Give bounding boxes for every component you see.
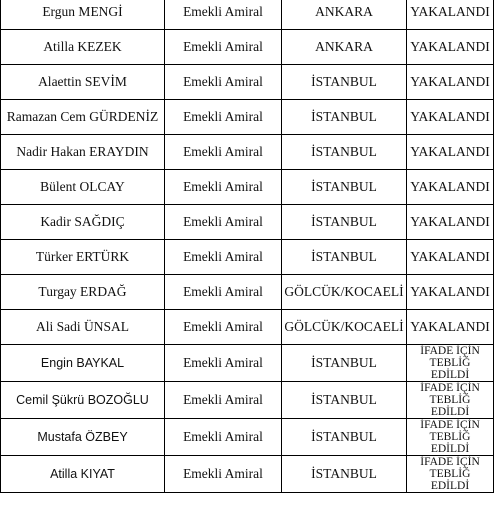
table-row [1,135,494,170]
status-cell: YAKALANDI [407,310,494,345]
city-cell: İSTANBUL [282,135,407,170]
name-cell: Kadir SAĞDIÇ [1,205,165,240]
table-row [1,310,494,345]
city-cell: ANKARA [282,30,407,65]
rank-cell: Emekli Amiral [165,275,282,310]
name-cell: Turgay ERDAĞ [1,275,165,310]
name-cell: Ali Sadi ÜNSAL [1,310,165,345]
status-cell: YAKALANDI [407,240,494,275]
table-row [1,100,494,135]
name-cell: Ergun MENGİ [1,0,165,30]
rank-cell: Emekli Amiral [165,30,282,65]
status-cell: YAKALANDI [407,65,494,100]
table-row [1,382,494,419]
status-cell: YAKALANDI [407,135,494,170]
table-row [1,419,494,456]
rank-cell: Emekli Amiral [165,310,282,345]
name-cell: Atilla KEZEK [1,30,165,65]
table-row [1,345,494,382]
rank-cell: Emekli Amiral [165,345,282,382]
name-cell: Nadir Hakan ERAYDIN [1,135,165,170]
table-row [1,240,494,275]
rank-cell: Emekli Amiral [165,382,282,419]
table-row [1,0,494,30]
status-cell [407,345,494,382]
rank-cell: Emekli Amiral [165,135,282,170]
rank-cell: Emekli Amiral [165,240,282,275]
rank-cell: Emekli Amiral [165,170,282,205]
status-cell: YAKALANDI [407,0,494,30]
table-row [1,275,494,310]
name-cell: Bülent OLCAY [1,170,165,205]
status-line: TEBLİĞ [429,394,471,406]
name-cell: Alaettin SEVİM [1,65,165,100]
city-cell: GÖLCÜK/KOCAELİ [282,310,407,345]
city-cell: İSTANBUL [282,100,407,135]
table-row [1,170,494,205]
city-cell: İSTANBUL [282,205,407,240]
name-cell: Mustafa ÖZBEY [1,419,165,456]
rank-cell: Emekli Amiral [165,456,282,493]
status-line: İFADE İÇİN [420,382,480,394]
status-line: İFADE İÇİN [420,419,480,431]
rank-cell: Emekli Amiral [165,100,282,135]
status-line: EDİLDİ [430,480,470,492]
table-row [1,65,494,100]
city-cell: İSTANBUL [282,240,407,275]
table-row [1,205,494,240]
status-cell: YAKALANDI [407,170,494,205]
status-cell: YAKALANDI [407,275,494,310]
name-cell: Atilla KIYAT [1,456,165,493]
name-cell: Türker ERTÜRK [1,240,165,275]
status-cell: YAKALANDI [407,205,494,240]
rank-cell: Emekli Amiral [165,0,282,30]
status-line: İFADE İÇİN [420,345,480,357]
name-cell: Ramazan Cem GÜRDENİZ [1,100,165,135]
rank-cell: Emekli Amiral [165,65,282,100]
status-cell [407,419,494,456]
rank-cell: Emekli Amiral [165,205,282,240]
status-line: TEBLİĞ [429,357,471,369]
status-line: EDİLDİ [430,443,470,455]
city-cell: İSTANBUL [282,345,407,382]
status-line: TEBLİĞ [429,468,471,480]
city-cell: İSTANBUL [282,456,407,493]
status-cell [407,382,494,419]
city-cell: ANKARA [282,0,407,30]
status-cell [407,456,494,493]
status-line: İFADE İÇİN [420,456,480,468]
city-cell: İSTANBUL [282,170,407,205]
status-line: EDİLDİ [430,369,470,381]
city-cell: İSTANBUL [282,65,407,100]
name-cell: Cemil Şükrü BOZOĞLU [1,382,165,419]
city-cell: GÖLCÜK/KOCAELİ [282,275,407,310]
status-cell: YAKALANDI [407,100,494,135]
rank-cell: Emekli Amiral [165,419,282,456]
status-cell: YAKALANDI [407,30,494,65]
table-row [1,456,494,493]
city-cell: İSTANBUL [282,419,407,456]
city-cell: İSTANBUL [282,382,407,419]
status-line: EDİLDİ [430,406,470,418]
table-row [1,30,494,65]
status-line: TEBLİĞ [429,431,471,443]
name-cell: Engin BAYKAL [1,345,165,382]
